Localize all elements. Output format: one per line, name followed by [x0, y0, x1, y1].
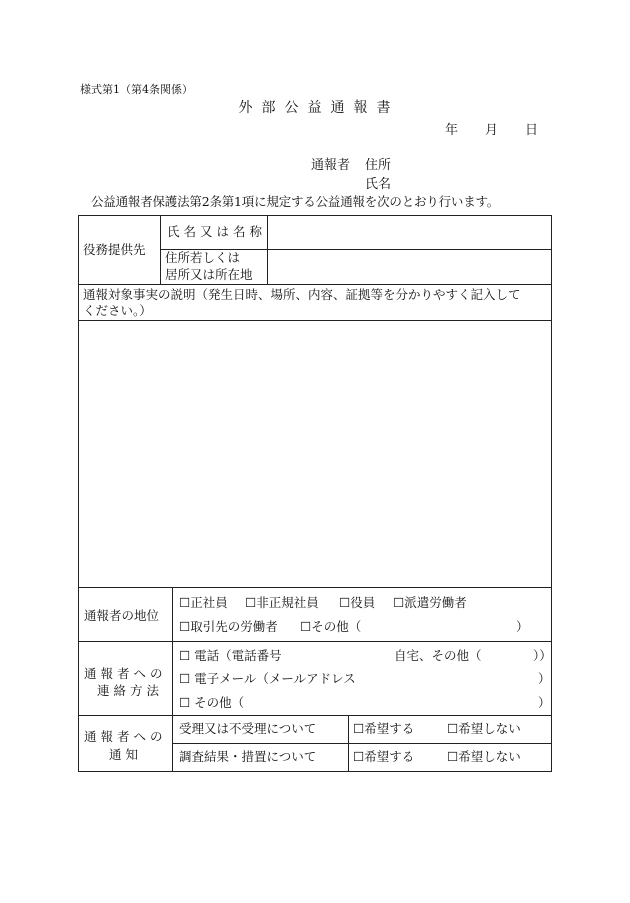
provider-section-label: 役務提供先 [83, 242, 146, 257]
table-line [78, 641, 552, 642]
table-line [160, 215, 161, 284]
intro-statement: 公益通報者保護法第2条第1項に規定する公益通報を次のとおり行います。 [91, 194, 500, 209]
provider-name-field[interactable] [275, 223, 545, 243]
table-border-top [78, 215, 552, 216]
notification-label-line1: 通報者への [84, 729, 167, 744]
table-line [172, 587, 173, 772]
table-line [267, 215, 268, 284]
contact-email-option[interactable]: ☐ 電子メール（メールアドレス [179, 671, 356, 686]
document-title: 外部公益通報書 [238, 100, 400, 116]
contact-other-option[interactable]: ☐ その他（ [179, 695, 245, 710]
date-year-label: 年 [445, 123, 459, 138]
date-day-label: 日 [525, 123, 539, 138]
position-option-regular[interactable]: ☐正社員 [179, 595, 228, 610]
table-border-left [78, 215, 79, 772]
position-option-nonregular[interactable]: ☐非正規社員 [245, 595, 319, 610]
notification-item-acceptance: 受理又は不受理について [179, 721, 317, 736]
notification-investigation-no[interactable]: ☐希望しない [447, 749, 521, 764]
position-option-officer[interactable]: ☐役員 [339, 595, 376, 610]
reporter-name-label: 氏名 [365, 177, 392, 192]
position-option-dispatched[interactable]: ☐派遣労働者 [393, 595, 467, 610]
description-label-line1: 通報対象事実の説明（発生日時、場所、内容、証拠等を分かりやすく記入して [83, 287, 521, 302]
date-month-label: 月 [485, 123, 499, 138]
contact-phone-close: ）） [533, 648, 552, 663]
provider-name-label: 氏名又は名称 [167, 224, 267, 239]
table-line [348, 715, 349, 772]
table-line [78, 715, 552, 716]
description-field[interactable] [84, 326, 546, 580]
table-line [78, 284, 552, 285]
position-other-close: ） [516, 619, 529, 634]
reporter-address-label: 住所 [365, 158, 392, 173]
notification-label-line2: 通知 [109, 747, 143, 762]
provider-address-label-line1: 住所若しくは [165, 250, 241, 265]
contact-label-line1: 通報者への [84, 666, 167, 681]
contact-phone-type: 自宅、その他（ [394, 648, 482, 663]
position-option-other[interactable]: ☐その他（ [300, 619, 362, 634]
provider-address-field[interactable] [275, 256, 545, 278]
contact-email-close: ） [538, 671, 551, 686]
provider-address-label-line2: 居所又は所在地 [165, 267, 253, 282]
position-option-partner-worker[interactable]: ☐取引先の労働者 [179, 619, 278, 634]
description-label-line2: ください。） [83, 303, 152, 318]
position-label: 通報者の地位 [84, 608, 160, 623]
table-border-bottom [78, 771, 552, 772]
table-line [172, 743, 552, 744]
table-border-right [551, 215, 552, 772]
notification-investigation-yes[interactable]: ☐希望する [353, 749, 415, 764]
contact-label-line2: 連絡方法 [97, 683, 164, 698]
notification-acceptance-no[interactable]: ☐希望しない [447, 721, 521, 736]
notification-item-investigation: 調査結果・措置について [179, 749, 317, 764]
contact-other-close: ） [538, 695, 551, 710]
table-line [78, 320, 552, 321]
contact-phone-option[interactable]: ☐ 電話（電話番号 [179, 648, 282, 663]
reporter-label: 通報者 [311, 158, 351, 173]
notification-acceptance-yes[interactable]: ☐希望する [353, 721, 415, 736]
table-line [78, 587, 552, 588]
form-number: 様式第1（第4条関係） [80, 83, 193, 96]
